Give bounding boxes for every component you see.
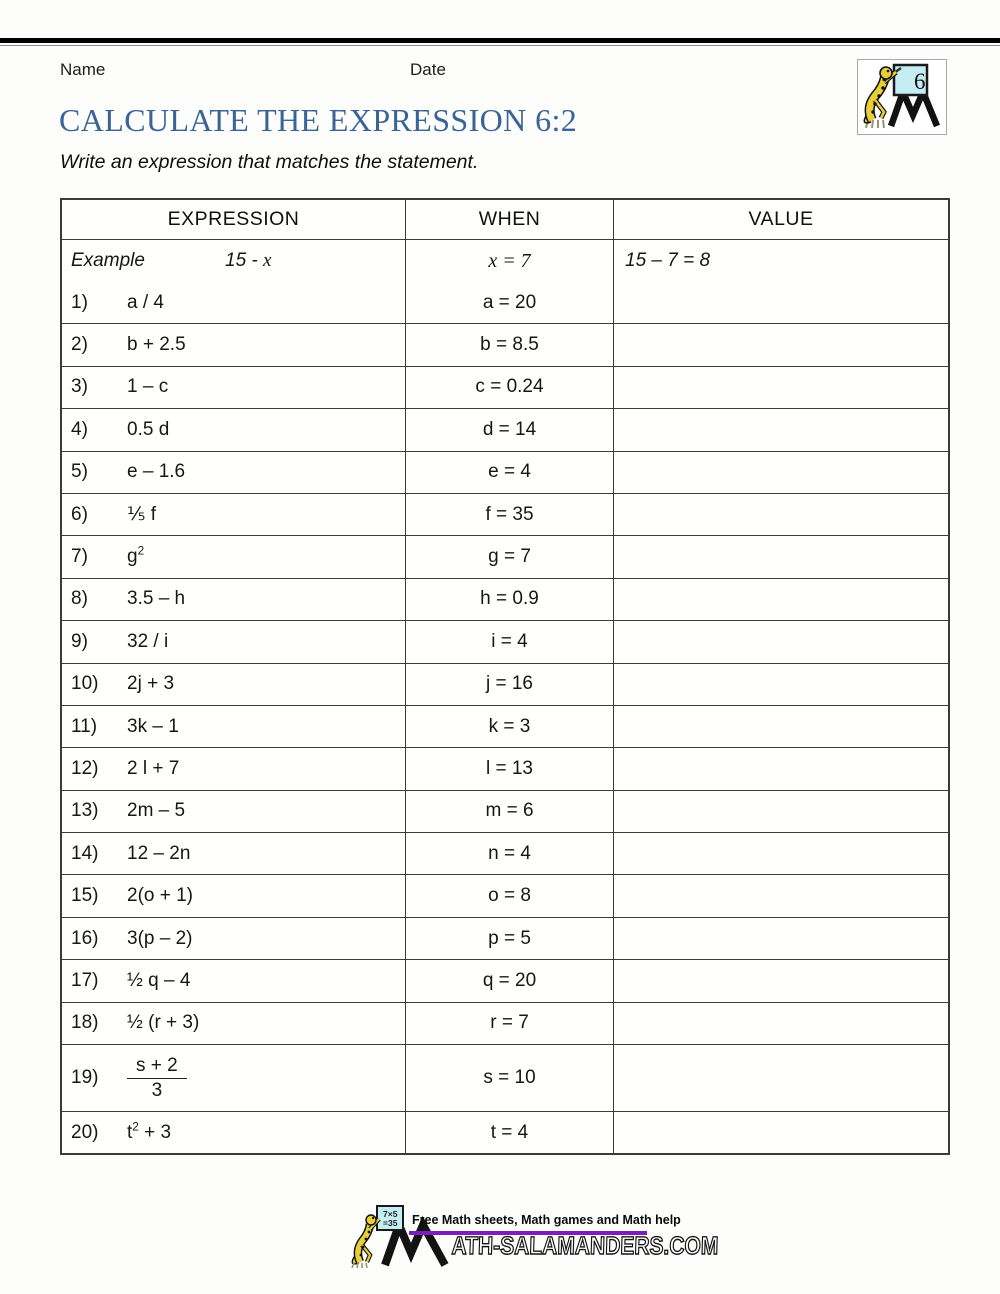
row-number: 17)	[71, 969, 99, 991]
expression-text: a / 4	[127, 291, 164, 313]
table-row	[62, 493, 948, 535]
table-row	[62, 323, 948, 365]
row-number: 20)	[71, 1121, 99, 1143]
when-text: i = 4	[491, 630, 528, 652]
footer	[340, 1202, 719, 1280]
example-label: Example	[71, 250, 145, 271]
row-number: 1)	[71, 291, 88, 313]
value-cell	[613, 536, 948, 577]
when-cell	[405, 494, 613, 535]
row-number: 16)	[71, 927, 99, 949]
value-cell	[613, 1045, 948, 1111]
example-when-cell	[405, 240, 613, 282]
expression-cell	[62, 452, 405, 493]
expression-cell	[62, 664, 405, 705]
row-number: 6)	[71, 503, 88, 525]
expression-text: $t^2 + 3$	[127, 1120, 172, 1143]
when-text: h = 0.9	[480, 588, 539, 610]
expression-cell	[62, 324, 405, 365]
table-row	[62, 663, 948, 705]
table-row	[62, 408, 948, 450]
example-when: x = 7	[488, 249, 531, 272]
table-row	[62, 959, 948, 1001]
value-cell	[613, 833, 948, 874]
expression-cell	[62, 875, 405, 916]
expression-cell	[62, 1003, 405, 1044]
row-number: 13)	[71, 800, 99, 822]
page-subtitle: Write an expression that matches the statement.	[60, 151, 479, 173]
value-cell	[613, 918, 948, 959]
expression-cell	[62, 409, 405, 450]
table-row	[62, 1044, 948, 1111]
fraction: $\frac{s + 2}{3}$	[127, 1055, 187, 1102]
table-row	[62, 1111, 948, 1153]
when-cell	[405, 706, 613, 747]
example-value-cell	[613, 240, 948, 282]
when-cell	[405, 1112, 613, 1153]
value-cell	[613, 664, 948, 705]
when-text: t = 4	[490, 1121, 529, 1143]
when-cell	[405, 833, 613, 874]
table-row	[62, 451, 948, 493]
value-cell	[613, 621, 948, 662]
when-text: g = 7	[488, 546, 531, 568]
when-cell	[405, 409, 613, 450]
header-when: WHEN	[405, 200, 613, 239]
when-text: q = 20	[482, 969, 537, 991]
expression-text: b + 2.5	[127, 334, 186, 356]
grade-logo	[857, 59, 947, 135]
table-row	[62, 705, 948, 747]
table-row	[62, 874, 948, 916]
table-row	[62, 535, 948, 577]
when-cell	[405, 367, 613, 408]
salamander-grade-logo-icon	[858, 60, 943, 131]
salamander-icon	[864, 67, 896, 123]
table-row	[62, 790, 948, 832]
expression-cell	[62, 960, 405, 1001]
when-text: c = 0.24	[475, 376, 544, 398]
when-text: j = 16	[485, 673, 533, 695]
value-cell	[613, 748, 948, 789]
value-cell	[613, 960, 948, 1001]
example-expression: 15 - x	[225, 250, 272, 271]
expression-text: 3(p – 2)	[127, 927, 193, 949]
example-value: 15 – 7 = 8	[625, 250, 711, 271]
expression-text: 32 / i	[127, 630, 169, 652]
header-value: VALUE	[613, 200, 948, 239]
when-cell	[405, 791, 613, 832]
table-row	[62, 282, 948, 323]
when-cell	[405, 282, 613, 323]
expression-text: 2 l + 7	[127, 757, 180, 779]
row-number: 2)	[71, 334, 88, 356]
expression-text: ½ (r + 3)	[127, 1012, 200, 1034]
value-cell	[613, 579, 948, 620]
expression-text	[127, 1055, 187, 1102]
when-cell	[405, 918, 613, 959]
row-number: 15)	[71, 885, 99, 907]
expression-text: 12 – 2n	[127, 842, 191, 864]
row-number: 18)	[71, 1012, 99, 1034]
footer-tagline: Free Math sheets, Math games and Math help	[412, 1213, 681, 1227]
footer-board-line2: =35	[383, 1218, 398, 1228]
row-number: 11)	[71, 715, 98, 737]
when-cell	[405, 875, 613, 916]
page-title: CALCULATE THE EXPRESSION 6:2	[59, 102, 578, 138]
value-cell	[613, 875, 948, 916]
expression-cell	[62, 494, 405, 535]
expression-cell	[62, 367, 405, 408]
expression-text: ⅕ f	[127, 504, 156, 526]
grade-number: 6	[914, 69, 926, 94]
footer-wordmark: ATH-SALAMANDERS.COM	[451, 1232, 719, 1260]
value-cell	[613, 282, 948, 323]
expression-text: 3.5 – h	[127, 588, 186, 610]
when-cell	[405, 621, 613, 662]
row-number: 10)	[71, 673, 99, 695]
expression-cell	[62, 748, 405, 789]
expression-cell	[62, 1112, 405, 1153]
when-text: b = 8.5	[480, 334, 539, 356]
expression-cell	[62, 579, 405, 620]
value-cell	[613, 1003, 948, 1044]
header-expression: EXPRESSION	[167, 208, 300, 230]
row-number: 4)	[71, 418, 88, 440]
when-text: s = 10	[483, 1067, 536, 1089]
when-text: o = 8	[488, 885, 531, 907]
table-row	[62, 747, 948, 789]
when-cell	[405, 452, 613, 493]
footer-salamander-icon	[352, 1215, 379, 1268]
value-cell	[613, 452, 948, 493]
when-cell	[405, 664, 613, 705]
row-number: 8)	[71, 588, 88, 610]
when-cell	[405, 579, 613, 620]
when-text: f = 35	[485, 503, 534, 525]
expression-cell	[62, 536, 405, 577]
row-number: 7)	[71, 546, 88, 568]
value-cell	[613, 494, 948, 535]
expression-cell	[62, 918, 405, 959]
worksheet-table-body	[62, 282, 948, 1153]
when-cell	[405, 960, 613, 1001]
when-cell	[405, 536, 613, 577]
when-cell	[405, 748, 613, 789]
table-row	[62, 578, 948, 620]
expression-text: 0.5 d	[127, 418, 170, 440]
when-cell	[405, 324, 613, 365]
row-number: 5)	[71, 461, 88, 483]
expression-cell	[62, 282, 405, 323]
when-cell	[405, 1003, 613, 1044]
row-number: 19)	[71, 1067, 99, 1089]
table-header-row	[62, 200, 948, 239]
row-number: 12)	[71, 757, 99, 779]
row-number: 3)	[71, 376, 88, 398]
table-row	[62, 366, 948, 408]
example-expression-cell	[62, 240, 405, 282]
expression-text: e – 1.6	[127, 461, 186, 483]
name-label: Name	[60, 60, 106, 79]
worksheet-table	[60, 198, 950, 1155]
date-label: Date	[410, 60, 446, 79]
expression-text: 3k – 1	[127, 715, 179, 737]
row-number: 9)	[71, 630, 88, 652]
expression-text: ½ q – 4	[127, 969, 191, 991]
expression-text: 2j + 3	[127, 673, 175, 695]
when-text: a = 20	[482, 291, 537, 313]
when-text: p = 5	[488, 927, 531, 949]
table-row	[62, 917, 948, 959]
table-row	[62, 1002, 948, 1044]
expression-text: 2m – 5	[127, 800, 186, 822]
expression-cell	[62, 1045, 405, 1111]
expression-text: $g^2$	[127, 544, 145, 568]
table-row	[62, 832, 948, 874]
when-text: r = 7	[490, 1012, 529, 1034]
row-number: 14)	[71, 842, 99, 864]
value-cell	[613, 1112, 948, 1153]
value-cell	[613, 367, 948, 408]
value-cell	[613, 324, 948, 365]
when-text: e = 4	[488, 461, 531, 483]
when-cell	[405, 1045, 613, 1111]
value-cell	[613, 791, 948, 832]
when-text: n = 4	[488, 842, 531, 864]
value-cell	[613, 409, 948, 450]
when-text: d = 14	[482, 418, 537, 440]
when-text: l = 13	[485, 757, 533, 779]
when-text: k = 3	[488, 715, 531, 737]
expression-cell	[62, 621, 405, 662]
example-row	[62, 239, 948, 282]
footer-board-line1: 7×5	[383, 1209, 398, 1219]
value-cell	[613, 706, 948, 747]
expression-cell	[62, 791, 405, 832]
expression-text: 2(o + 1)	[127, 885, 194, 907]
expression-cell	[62, 833, 405, 874]
expression-cell	[62, 706, 405, 747]
top-divider-rule	[0, 38, 1000, 46]
table-row	[62, 620, 948, 662]
expression-text: 1 – c	[127, 376, 169, 398]
when-text: m = 6	[485, 800, 534, 822]
